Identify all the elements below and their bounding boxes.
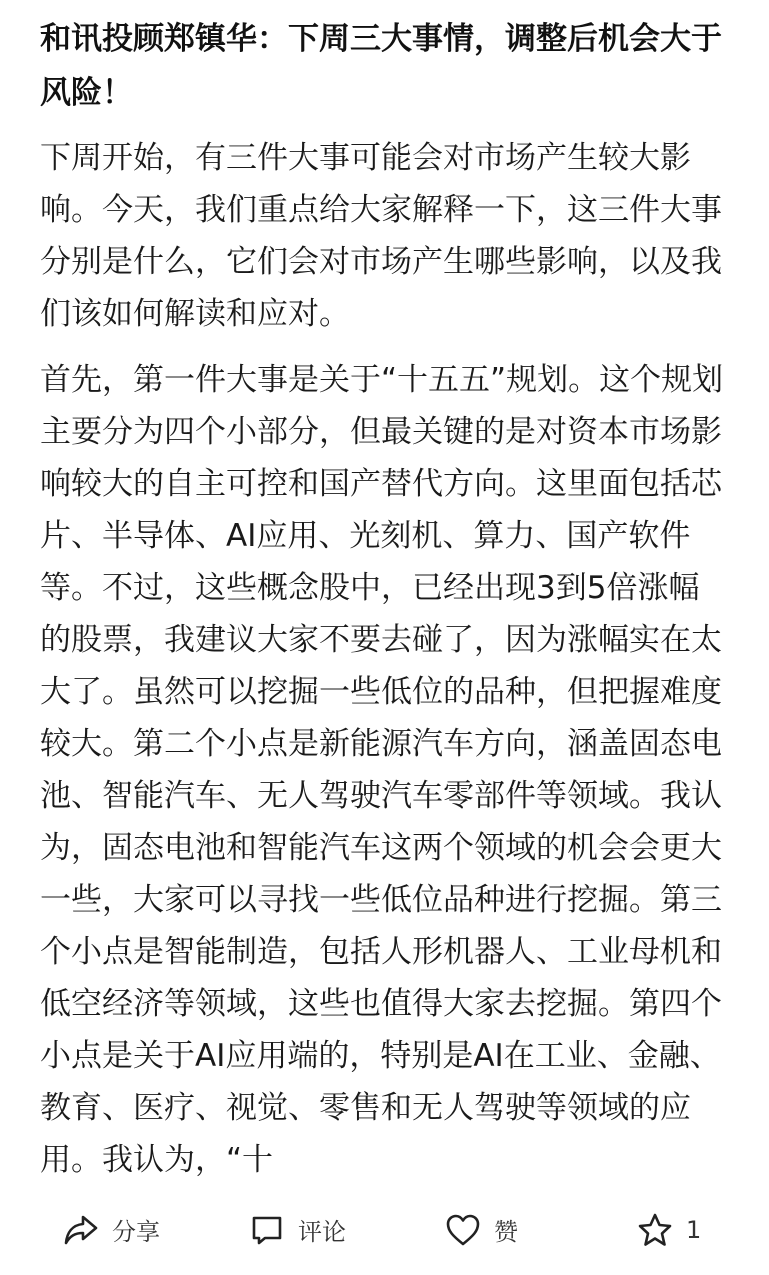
star-icon bbox=[636, 1211, 674, 1249]
like-label: 赞 bbox=[494, 1218, 518, 1246]
article-paragraph-1: 下周开始，有三件大事可能会对市场产生较大影响。今天，我们重点给大家解释一下，这三件大事分别是什么，它们会对市场产生哪些影响，以及我们该如何解读和应对。 bbox=[40, 140, 722, 332]
article-paragraph-2: 首先，第一件大事是关于“十五五”规划。这个规划主要分为四个小部分，但最关键的是对资本市场影响较大的自主可控和国产替代方向。这里面包括芯片、半导体、AI应用、光刻机、算力、国产软件等。不过，这些概念股中，已经出现3到5倍涨幅的股票，我建议大家不要去碰了，因为涨幅实在太大了。虽然可以挖掘一些低位的品种，但把握难度较大。第二个小点是新能源汽车方向，涵盖固态电池、智能汽车、无人驾驶汽车零部件等领域。我认为，固态电池和智能汽车这两个领域的机会会更大一些，大家可以寻找一些低位品种进行挖掘。第三个小点是智能制造，包括人形机器人、工业母机和低空经济等领域，这些也值得大家去挖掘。第四个小点是关于AI应用端的，特别是AI在工业、金融、教育、医疗、视觉、零售和无人驾驶等领域的应用。我认为，“十 bbox=[40, 362, 724, 1178]
comment-label: 评论 bbox=[298, 1218, 346, 1246]
action-bar bbox=[0, 1184, 769, 1275]
share-icon bbox=[62, 1211, 100, 1249]
share-label: 分享 bbox=[112, 1218, 160, 1246]
heart-icon bbox=[444, 1211, 482, 1249]
comment-button[interactable] bbox=[248, 1184, 346, 1275]
article-body bbox=[40, 12, 730, 1182]
favorite-count: 1 bbox=[686, 1215, 702, 1244]
favorite-button[interactable] bbox=[636, 1184, 701, 1275]
comment-icon bbox=[248, 1211, 286, 1249]
like-button[interactable] bbox=[444, 1184, 518, 1275]
article-title: 和讯投顾郑镇华：下周三大事情，调整后机会大于风险！ bbox=[40, 21, 722, 111]
share-button[interactable] bbox=[62, 1184, 160, 1275]
